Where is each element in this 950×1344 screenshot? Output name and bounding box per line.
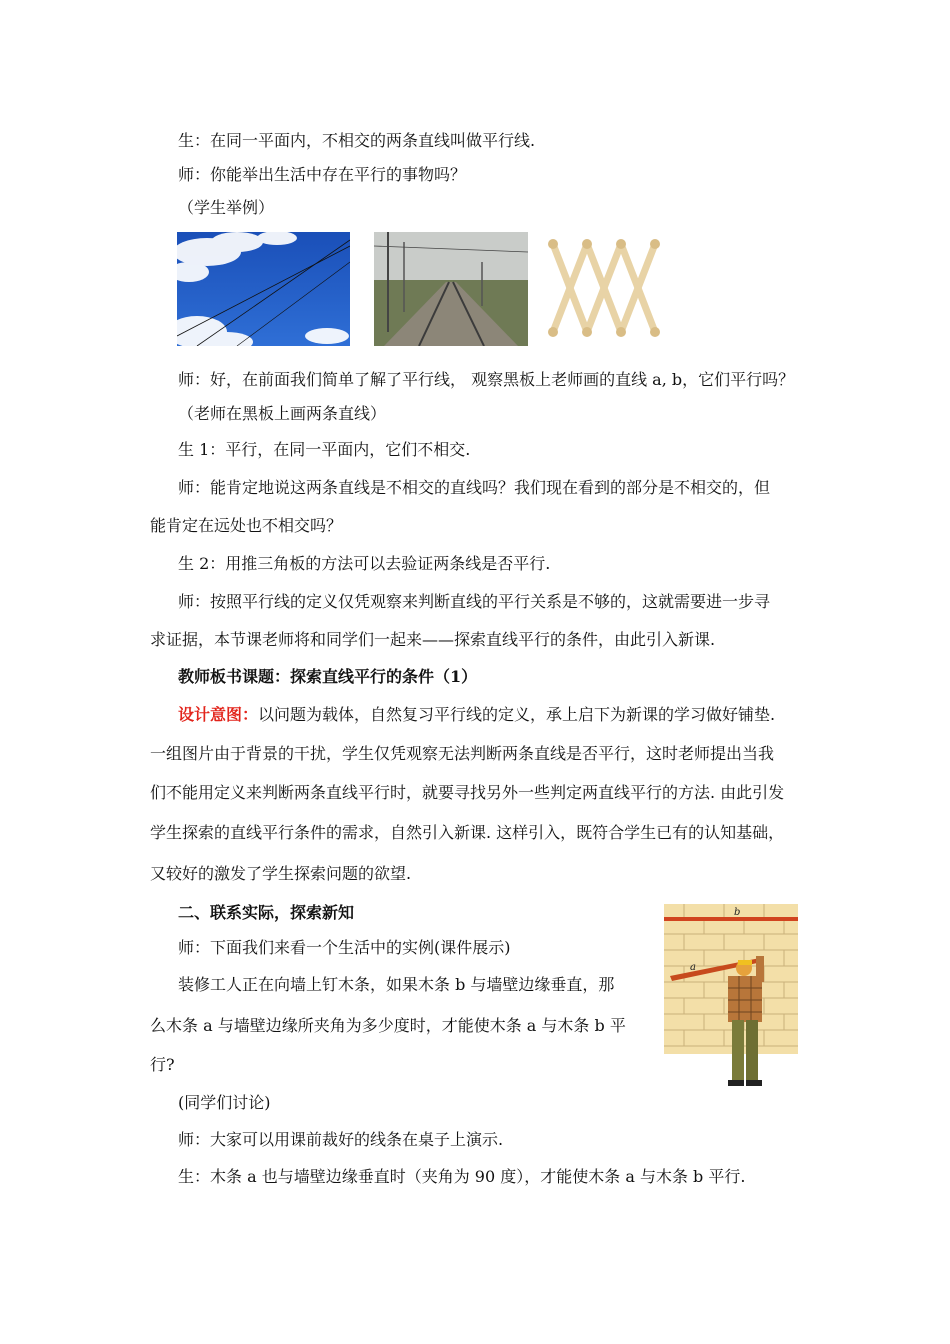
text-line: 么木条 a 与墙壁边缘所夹角为多少度时，才能使木条 a 与木条 b 平 bbox=[150, 1016, 626, 1035]
section-heading: 二、联系实际，探索新知 bbox=[178, 903, 355, 922]
text-line: 行? bbox=[150, 1055, 175, 1074]
svg-text:a: a bbox=[690, 962, 696, 973]
text-line: 生：在同一平面内，不相交的两条直线叫做平行线. bbox=[178, 131, 536, 150]
svg-text:b: b bbox=[734, 907, 741, 918]
text-line: 师：好，在前面我们简单了解了平行线， 观察黑板上老师画的直线 a, b，它们平行吗？ bbox=[178, 370, 795, 389]
lesson-title: 教师板书课题：探索直线平行的条件（1） bbox=[178, 667, 478, 686]
text-line: 师：下面我们来看一个生活中的实例(课件展示) bbox=[178, 938, 511, 957]
text-line: 学生探索的直线平行条件的需求，自然引入新课. 这样引入，既符合学生已有的认知基础， bbox=[150, 823, 785, 842]
text-line: 一组图片由于背景的干扰，学生仅凭观察无法判断两条直线是否平行，这时老师提出当我 bbox=[150, 744, 775, 763]
text-line: 又较好的激发了学生探索问题的欲望. bbox=[150, 864, 412, 883]
text-line: 们不能用定义来判断两条直线平行时，就要寻找另外一些判定两直线平行的方法. 由此引发 bbox=[150, 783, 785, 802]
text-line: 装修工人正在向墙上钉木条，如果木条 b 与墙壁边缘垂直，那 bbox=[178, 975, 615, 994]
railway-photo bbox=[374, 232, 528, 346]
text-line: 师：能肯定地说这两条直线是不相交的直线吗？我们现在看到的部分是不相交的，但 bbox=[178, 478, 771, 497]
text-line: 求证据，本节课老师将和同学们一起来——探索直线平行的条件，由此引入新课. bbox=[150, 630, 716, 649]
design-intent bbox=[178, 705, 775, 725]
text-line: 生 1：平行，在同一平面内，它们不相交. bbox=[178, 440, 471, 459]
text-line: （老师在黑板上画两条直线） bbox=[178, 404, 387, 423]
worker-figure bbox=[664, 904, 798, 1092]
wooden-rack-photo bbox=[545, 232, 671, 346]
text-line: 师：按照平行线的定义仅凭观察来判断直线的平行关系是不够的，这就需要进一步寻 bbox=[178, 592, 771, 611]
text-line: 师：大家可以用课前裁好的线条在桌子上演示. bbox=[178, 1130, 504, 1149]
text-line: 生：木条 a 也与墙壁边缘垂直时（夹角为 90 度），才能使木条 a 与木条 b 平行. bbox=[178, 1167, 746, 1186]
text-line: (同学们讨论) bbox=[178, 1093, 271, 1112]
sky-wires-photo bbox=[177, 232, 350, 346]
design-intent-text: 以问题为载体，自然复习平行线的定义，承上启下为新课的学习做好铺垫. bbox=[258, 705, 776, 724]
text-line: 生 2：用推三角板的方法可以去验证两条线是否平行. bbox=[178, 554, 551, 573]
text-line: 师：你能举出生活中存在平行的事物吗？ bbox=[178, 165, 467, 184]
text-line: 能肯定在远处也不相交吗？ bbox=[150, 516, 343, 535]
design-intent-label: 设计意图： bbox=[178, 705, 259, 724]
text-line: （学生举例） bbox=[178, 198, 275, 217]
